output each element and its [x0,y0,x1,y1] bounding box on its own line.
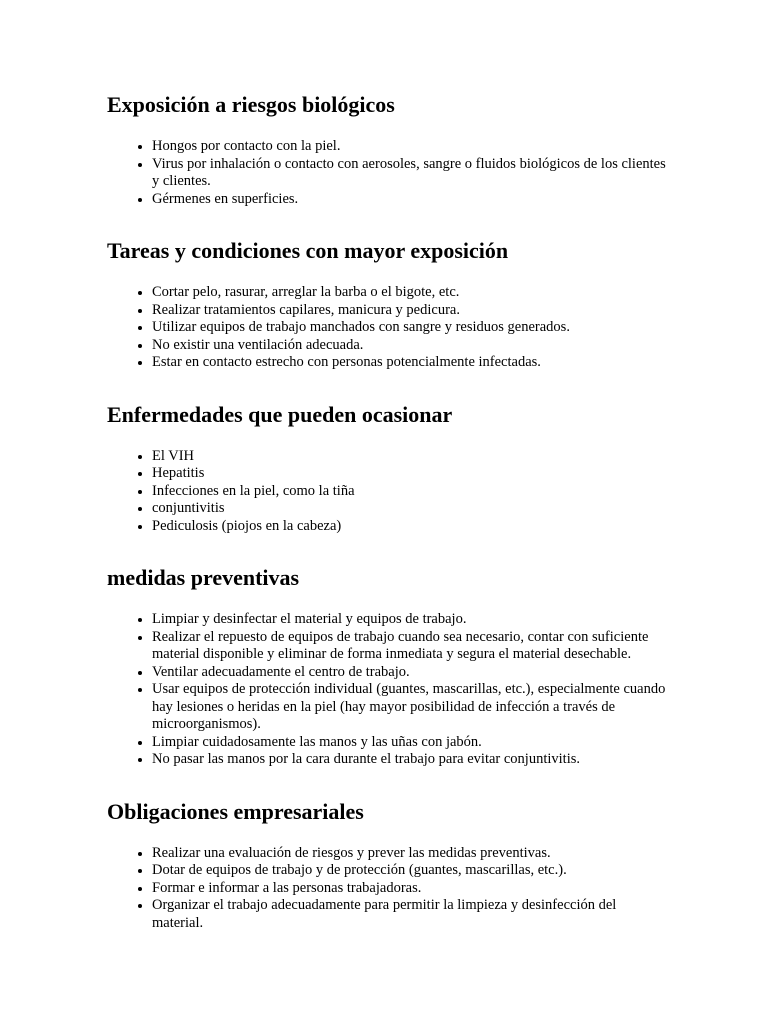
list-item: • Gérmenes en superficies. [152,191,667,209]
list-item: • Hepatitis [152,465,667,483]
section-heading: Exposición a riesgos biológicos [107,92,395,117]
list-item: • Utilizar equipos de trabajo manchados con sangre y residuos generados. [152,319,667,337]
list-item: • Estar en contacto estrecho con personas potencialmente infectadas. [152,354,667,372]
list-item: • Realizar tratamientos capilares, manicura y pedicura. [152,302,667,320]
list-item: • Formar e informar a las personas trabajadoras. [152,880,667,898]
section-heading: Enfermedades que pueden ocasionar [107,401,453,427]
list-item: • Usar equipos de protección individual (guantes, mascarillas, etc.), especialmente cuando hay lesiones o heridas en la piel (hay mayor posibilidad de infección a través de microorganismos). [152,681,667,734]
list-item: • Limpiar y desinfectar el material y equipos de trabajo. [152,611,667,629]
list-item: • Virus por inhalación o contacto con aerosoles, sangre o fluidos biológicos de los clientes y clientes. [152,156,667,191]
section-heading: medidas preventivas [107,565,300,590]
section-heading: Obligaciones empresariales [107,798,364,824]
list-item: • Hongos por contacto con la piel. [152,138,667,156]
document-page [107,92,667,962]
list-item: • Cortar pelo, rasurar, arreglar la barba o el bigote, etc. [152,284,667,302]
list-item: • Pediculosis (piojos en la cabeza) [152,518,667,536]
list-item: • conjuntivitis [152,500,667,518]
bullet-list [107,845,667,933]
section-diseases [107,402,667,536]
bullet-list [107,611,667,769]
list-item: • Realizar una evaluación de riesgos y prever las medidas preventivas. [152,845,667,863]
list-item: • El VIH [152,448,667,466]
list-item: • Limpiar cuidadosamente las manos y las uñas con jabón. [152,734,667,752]
list-item: • No existir una ventilación adecuada. [152,337,667,355]
list-item: • No pasar las manos por la cara durante el trabajo para evitar conjuntivitis. [152,751,667,769]
list-item: • Dotar de equipos de trabajo y de protección (guantes, mascarillas, etc.). [152,862,667,880]
section-high-exposure-tasks [107,238,667,372]
list-item: • Infecciones en la piel, como la tiña [152,483,667,501]
list-item: • Realizar el repuesto de equipos de trabajo cuando sea necesario, contar con suficiente material disponible y eliminar de forma inmediata y segura el material desechable. [152,629,667,664]
bullet-list [107,448,667,536]
bullet-list [107,138,667,208]
bullet-list [107,284,667,372]
section-employer-obligations [107,799,667,933]
list-item: • Organizar el trabajo adecuadamente para permitir la limpieza y desinfección del material. [152,897,667,932]
list-item: • Ventilar adecuadamente el centro de trabajo. [152,664,667,682]
section-preventive-measures [107,565,667,769]
section-heading: Tareas y condiciones con mayor exposición [107,238,509,263]
section-biological-risk-exposure [107,92,667,208]
